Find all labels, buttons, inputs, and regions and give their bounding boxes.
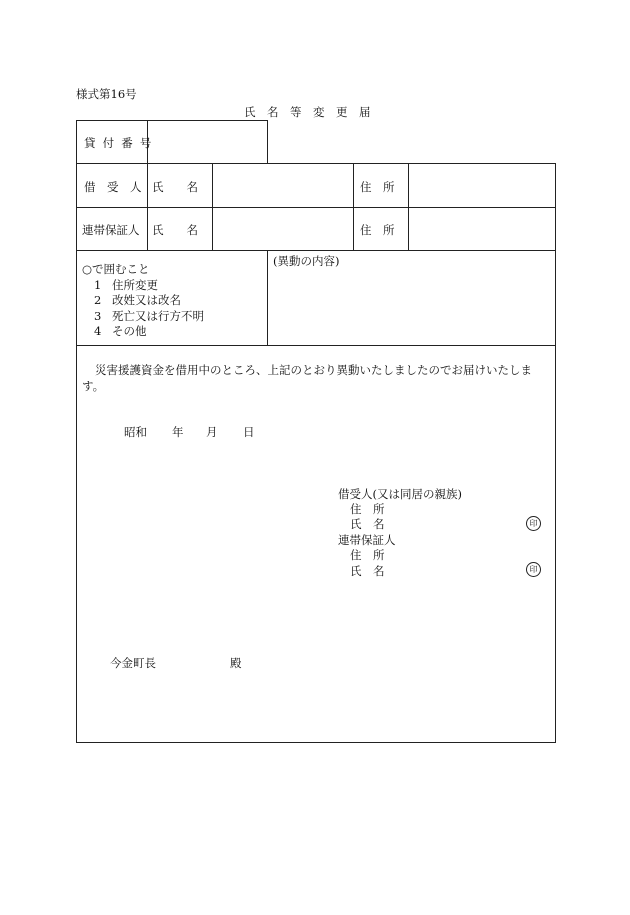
option-number: 3 [94,308,102,323]
date-year: 年 [172,425,184,439]
signature-guarantor-name-label: 氏 名 [350,564,385,578]
addressee-name: 今金町長 [110,656,156,670]
date-month: 月 [206,425,218,439]
guarantor-address-field[interactable] [411,210,551,248]
table-rule [76,163,556,164]
change-details-label: (異動の内容) [273,254,340,268]
option-label: 死亡又は行方不明 [112,308,204,323]
borrower-address-field[interactable] [411,166,551,204]
option-item[interactable] [82,278,204,294]
signature-borrower-name-label: 氏 名 [350,517,385,531]
loan-number-field[interactable] [150,124,264,160]
table-rule [353,163,354,250]
options-heading: ○で囲むこと [82,262,150,276]
signature-borrower-heading: 借受人(又は同居の親族) [338,487,462,501]
guarantor-name-label: 氏 名 [152,223,198,237]
table-rule [267,120,268,163]
option-label: その他 [112,324,147,338]
option-number: 4 [94,324,102,338]
signature-borrower-address-label: 住 所 [350,502,385,516]
date-day: 日 [243,425,255,439]
form-title: 氏 名 等 変 更 届 [244,105,371,119]
table-rule [76,250,556,251]
option-number: 2 [94,293,102,307]
borrower-address-label: 住 所 [360,180,395,194]
change-details-field[interactable] [272,270,552,342]
loan-number-label: 貸 付 番 号 [84,136,154,150]
date-era: 昭和 [124,425,147,439]
table-rule [76,120,268,121]
signature-guarantor-heading: 連帯保証人 [338,533,396,547]
addressee-honorific: 殿 [230,656,242,670]
borrower-role-label: 借 受 人 [84,180,142,194]
option-item[interactable] [82,309,204,325]
guarantor-address-label: 住 所 [360,223,395,237]
table-rule [76,345,556,346]
change-type-options [82,262,204,340]
option-item[interactable] [82,293,204,309]
seal-icon: 印 [526,516,541,531]
option-item[interactable] [82,324,204,340]
table-rule [267,250,268,345]
guarantor-role-label: 連帯保証人 [82,223,140,237]
table-rule [76,207,556,208]
borrower-name-field[interactable] [215,166,349,204]
signature-guarantor-address-label: 住 所 [350,548,385,562]
table-rule [555,163,556,743]
table-rule [76,120,77,743]
option-number: 1 [94,277,102,292]
option-label: 住所変更 [112,277,158,292]
table-rule [212,163,213,250]
declaration-text: 災害援護資金を借用中のところ、上記のとおり異動いたしましたのでお届けいたします。 [82,363,532,393]
guarantor-name-field[interactable] [215,210,349,248]
table-rule [408,163,409,250]
seal-icon: 印 [526,562,541,577]
borrower-name-label: 氏 名 [152,180,198,194]
option-label: 改姓又は改名 [112,293,181,307]
form-number: 様式第16号 [76,87,137,101]
table-rule [76,742,556,743]
